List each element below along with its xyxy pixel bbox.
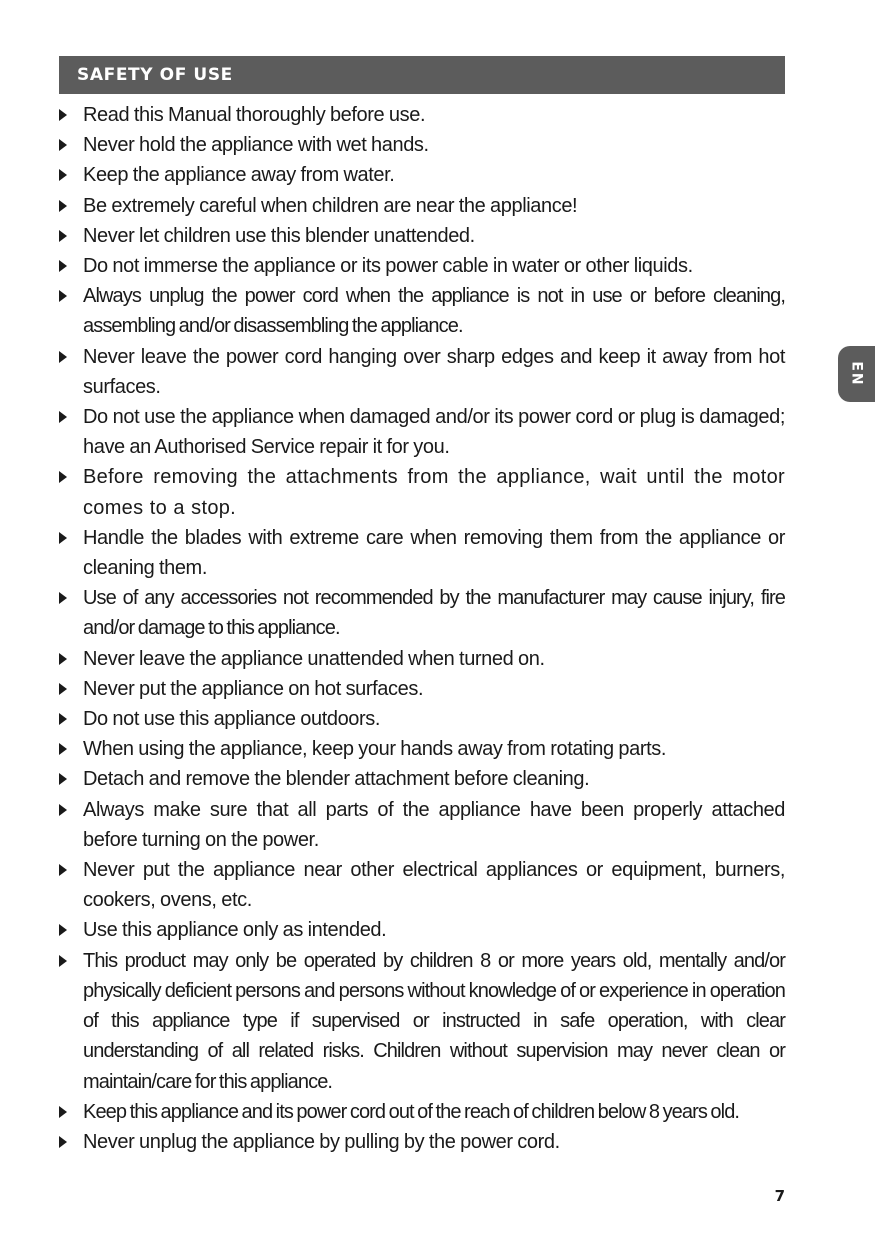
rule-text: Detach and remove the blender attachment before cleaning. bbox=[83, 768, 590, 791]
rule-text: Keep the appliance away from water. bbox=[83, 164, 395, 187]
rule-text: Never leave the appliance unattended when turned on. bbox=[83, 647, 545, 670]
safety-rules-list bbox=[58, 100, 785, 1157]
bullet-icon bbox=[59, 1106, 67, 1118]
list-item bbox=[58, 402, 785, 462]
bullet-icon bbox=[59, 924, 67, 936]
list-item bbox=[58, 281, 785, 341]
list-item bbox=[58, 523, 785, 583]
list-item bbox=[58, 734, 785, 764]
list-item bbox=[58, 583, 785, 643]
rule-text: Do not use this appliance outdoors. bbox=[83, 708, 381, 731]
list-item bbox=[58, 704, 785, 734]
rule-text: Always unplug the power cord when the appliance is not in use or before cleaning, assembling and/or disassembling the appliance. bbox=[83, 285, 785, 338]
bullet-icon bbox=[59, 351, 67, 363]
rule-text: Never unplug the appliance by pulling by the power cord. bbox=[83, 1130, 560, 1153]
bullet-icon bbox=[59, 169, 67, 181]
list-item bbox=[58, 674, 785, 704]
rule-text: Never let children use this blender unattended. bbox=[83, 224, 475, 247]
language-label: EN bbox=[848, 361, 865, 387]
list-item bbox=[58, 130, 785, 160]
bullet-icon bbox=[59, 532, 67, 544]
section-header bbox=[59, 56, 785, 94]
bullet-icon bbox=[59, 200, 67, 212]
list-item bbox=[58, 160, 785, 190]
list-item bbox=[58, 191, 785, 221]
language-tab bbox=[838, 346, 875, 402]
list-item bbox=[58, 1097, 785, 1127]
list-item bbox=[58, 764, 785, 794]
rule-text: Handle the blades with extreme care when removing them from the appliance or cleaning them. bbox=[83, 526, 785, 580]
rule-text: Use of any accessories not recommended by the manufacturer may cause injury, fire and/or damage to this appliance. bbox=[83, 587, 785, 640]
list-item bbox=[58, 915, 785, 945]
list-item bbox=[58, 462, 785, 522]
list-item bbox=[58, 251, 785, 281]
page-number: 7 bbox=[774, 1187, 785, 1205]
bullet-icon bbox=[59, 653, 67, 665]
list-item bbox=[58, 855, 785, 915]
bullet-icon bbox=[59, 683, 67, 695]
list-item bbox=[58, 644, 785, 674]
list-item bbox=[58, 100, 785, 130]
bullet-icon bbox=[59, 411, 67, 423]
bullet-icon bbox=[59, 139, 67, 151]
rule-text: When using the appliance, keep your hands away from rotating parts. bbox=[83, 738, 666, 761]
list-item bbox=[58, 946, 785, 1097]
bullet-icon bbox=[59, 804, 67, 816]
bullet-icon bbox=[59, 290, 67, 302]
bullet-icon bbox=[59, 955, 67, 967]
rule-text: Keep this appliance and its power cord out of the reach of children below 8 years old. bbox=[83, 1100, 740, 1123]
rule-text: Never put the appliance near other electrical appliances or equipment, burners, cookers, ovens, etc. bbox=[83, 859, 785, 912]
list-item bbox=[58, 221, 785, 251]
bullet-icon bbox=[59, 743, 67, 755]
bullet-icon bbox=[59, 864, 67, 876]
rule-text: Never hold the appliance with wet hands. bbox=[83, 134, 429, 157]
list-item bbox=[58, 795, 785, 855]
bullet-icon bbox=[59, 230, 67, 242]
bullet-icon bbox=[59, 471, 67, 483]
bullet-icon bbox=[59, 1136, 67, 1148]
bullet-icon bbox=[59, 109, 67, 121]
bullet-icon bbox=[59, 773, 67, 785]
rule-text: Never put the appliance on hot surfaces. bbox=[83, 677, 424, 700]
list-item bbox=[58, 342, 785, 402]
rule-text: Be extremely careful when children are near the appliance! bbox=[83, 194, 578, 217]
section-title: SAFETY OF USE bbox=[77, 65, 233, 85]
list-item bbox=[58, 1127, 785, 1157]
rule-text: Never leave the power cord hanging over sharp edges and keep it away from hot surfaces. bbox=[83, 345, 785, 398]
rule-text: Before removing the attachments from the appliance, wait until the motor comes to a stop. bbox=[83, 466, 785, 519]
bullet-icon bbox=[59, 713, 67, 725]
rule-text: Use this appliance only as intended. bbox=[83, 919, 387, 942]
rule-text: Read this Manual thoroughly before use. bbox=[83, 104, 426, 126]
bullet-icon bbox=[59, 260, 67, 272]
rule-text: Do not use the appliance when damaged and/or its power cord or plug is damaged; have an Authorised Service repair it for you. bbox=[83, 406, 785, 459]
bullet-icon bbox=[59, 592, 67, 604]
rule-text: This product may only be operated by children 8 or more years old, mentally and/or physically deficient persons and persons without knowledge of or experience in operation of this appliance type if supervised or instructed in safe operation, with clear understanding of all related risks. Children without supervision may never clean or maintain/care for this appliance. bbox=[83, 949, 785, 1093]
rule-text: Do not immerse the appliance or its power cable in water or other liquids. bbox=[83, 255, 693, 278]
rule-text: Always make sure that all parts of the appliance have been properly attached before turning on the power. bbox=[83, 798, 785, 851]
